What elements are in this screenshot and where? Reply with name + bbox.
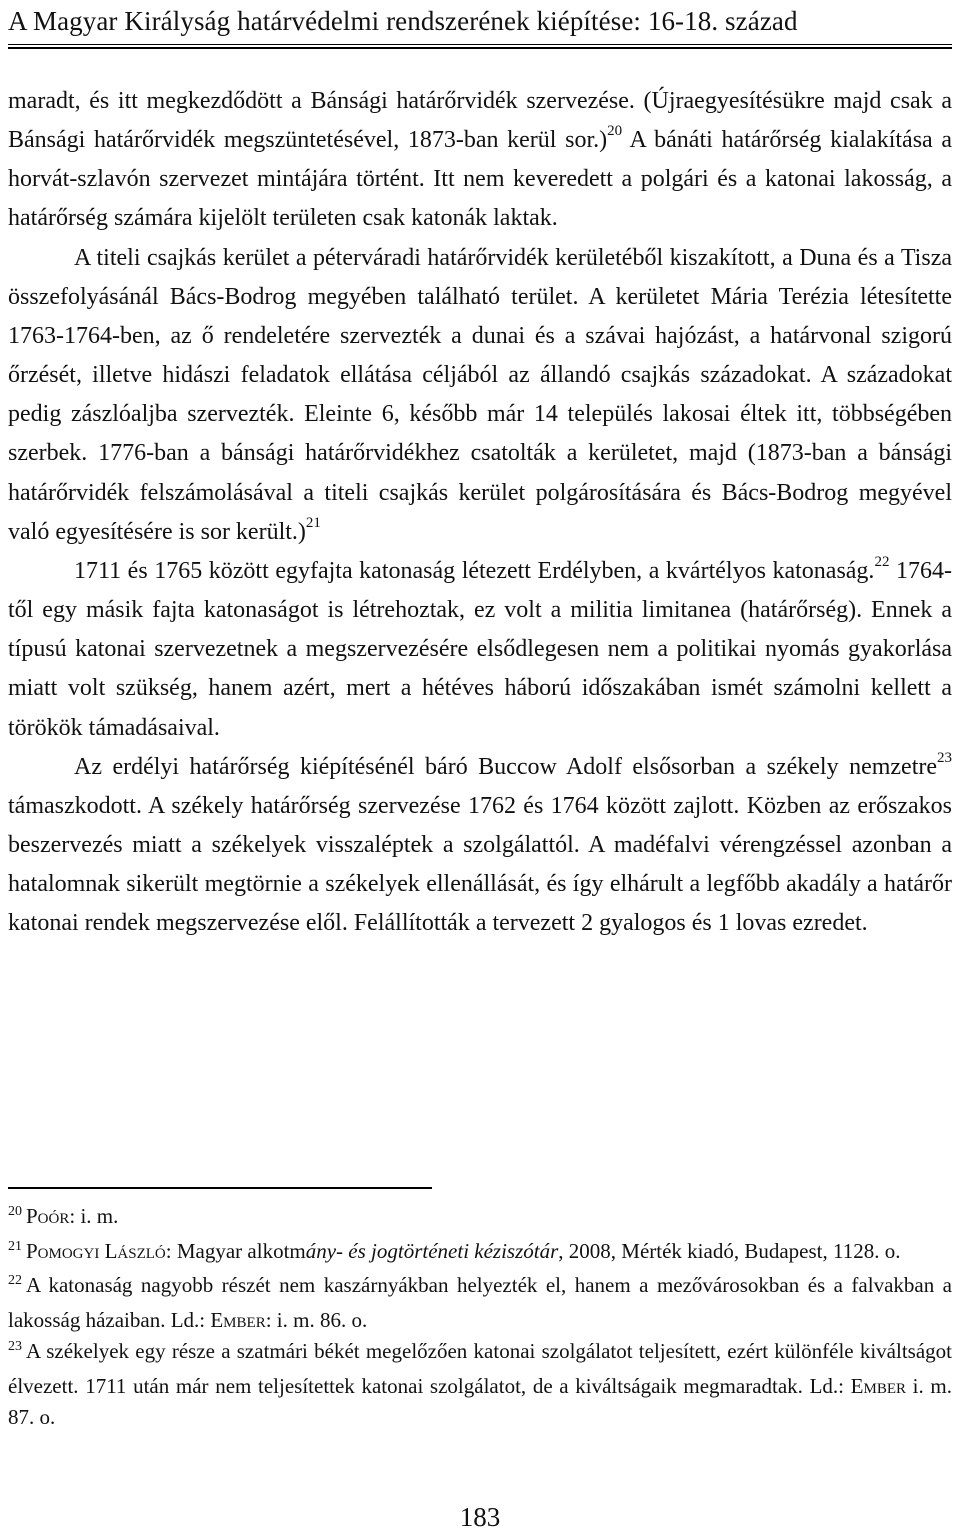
footnotes — [8, 1201, 952, 1434]
footnote-ref-23[interactable]: 23 — [937, 749, 952, 766]
paragraph-2 — [8, 239, 952, 552]
paragraph-1 — [8, 82, 952, 239]
footnote-ref-20[interactable]: 20 — [607, 123, 623, 140]
footnote-author: Poór — [26, 1204, 70, 1228]
footnote-text: , 2008, Mérték kiadó, Budapest, 1128. o. — [558, 1238, 901, 1263]
paragraph-1-text-b: A bánáti határőrség kialakítása a horvát-szlavón szervezet mintájára történt. Itt nem keveredett a polgári és a katonai lakosság, a határőrség számára kijelölt területen csak katonák laktak. — [8, 127, 953, 232]
paragraph-4-text-b: támaszkodott. A székely határőrség szervezése 1762 és 1764 között zajlott. Közben az erőszakos beszervezés miatt a székelyek visszaléptek a szolgálattól. A madéfalvi vérengzéssel azonban a hatalomnak sikerült megtörnie a székelyek ellenállását, és így elhárult a legfőbb akadály a határőr katonai rendek megszervezése elől. Felállították a tervezett 2 gyalogos és 1 lovas ezredet. — [8, 792, 952, 937]
footnote-text-b: i. m. 87. o. — [8, 1373, 953, 1429]
footnote-ref-22[interactable]: 22 — [874, 553, 890, 570]
footnote-20 — [8, 1201, 952, 1236]
footnote-ref-21[interactable]: 21 — [305, 514, 321, 531]
paragraph-3-text-b: 1764-től egy másik fajta katonaságot is létrehoztak, ez volt a militia limitanea (határőrség). Ennek a típusú katonai szervezetnek a megszervezésére elsődlegesen nem a politikai nyomás gyakorlása miatt volt szükség, hanem azért, mert a hétéves háború időszakában ismét számolni kellett a törökök támadásaival. — [8, 557, 952, 741]
footnote-number: 20 — [8, 1204, 22, 1219]
footnote-title-b: ány- és jogtörténeti kéziszótár — [305, 1238, 559, 1263]
running-header: A Magyar Királyság határvédelmi rendszerének kiépítése: 16-18. század — [8, 6, 798, 36]
footnote-separator — [8, 1187, 432, 1189]
footnote-text-a: A katonaság nagyobb részét nem kaszárnyákban helyezték el, hanem a mezővárosokban és a falvakban a lakosság házaiban. Ld.: — [8, 1273, 952, 1332]
footnote-number: 21 — [8, 1238, 22, 1254]
paragraph-2-text: A titeli csajkás kerület a péterváradi határőrvidék kerületéből kiszakított, a Duna és a Tisza összefolyásánál Bács-Bodrog megyében található terület. A kerületet Mária Terézia létesítette 1763-1764-ben, az ő rendeletére szervezték a dunai és a szávai hajózást, a határvonal szigorú őrzését, illetve hidászi feladatok ellátása céljából az állandó csajkás századokat. A századokat pedig zászlóaljba szervezték. Eleinte 6, később már 14 település lakosai éltek itt, többségében szerbek. 1776-ban a bánsági határőrvidékhez csatolták a kerületet, majd (1873-ban a bánsági határőrvidék felszámolásával a titeli csajkás kerület polgárosítására és Bács-Bodrog megyével való egyesítésére is sor került.) — [8, 244, 952, 545]
footnote-22 — [8, 1270, 952, 1336]
footnote-title-a: : Magyar alkotm — [165, 1238, 306, 1263]
paragraph-4-text-a: Az erdélyi határőrség kiépítésénél báró Buccow Adolf elsősorban a székely nemzetre — [74, 753, 937, 780]
footnote-number: 23 — [8, 1339, 22, 1354]
page-number: 183 — [459, 1502, 501, 1532]
footnote-text-b: : i. m. 86. o. — [265, 1307, 368, 1332]
paragraph-4 — [8, 748, 952, 944]
footnote-author: Ember — [210, 1307, 266, 1332]
footnote-text-a: A székelyek egy része a szatmári békét megelőzően katonai szolgálatot teljesített, ezért különféle kiváltságot élvezett. 1711 után már nem teljesítettek katonai szolgálatot, de a kiváltságaik megmaradtak. Ld.: — [8, 1339, 952, 1398]
footnote-author: Pomogyi László — [26, 1238, 166, 1263]
footnote-number: 22 — [8, 1273, 22, 1288]
footnote-23 — [8, 1336, 952, 1434]
body-text — [8, 82, 952, 943]
paragraph-1-text-a: maradt, és itt megkezdődött a Bánsági határőrvidék szervezése. (Újraegyesítésükre majd csak a Bánsági határőrvidék megszüntetésével, 1873-ban kerül sor.) — [8, 88, 952, 154]
paragraph-3-text-a: 1711 és 1765 között egyfajta katonaság létezett Erdélyben, a kvártélyos katonaság. — [74, 557, 875, 584]
header-rule — [8, 44, 952, 49]
paragraph-3 — [8, 552, 952, 748]
footnote-text: : i. m. — [69, 1204, 119, 1228]
footnote-21 — [8, 1236, 952, 1271]
footnote-author: Ember — [850, 1373, 907, 1398]
